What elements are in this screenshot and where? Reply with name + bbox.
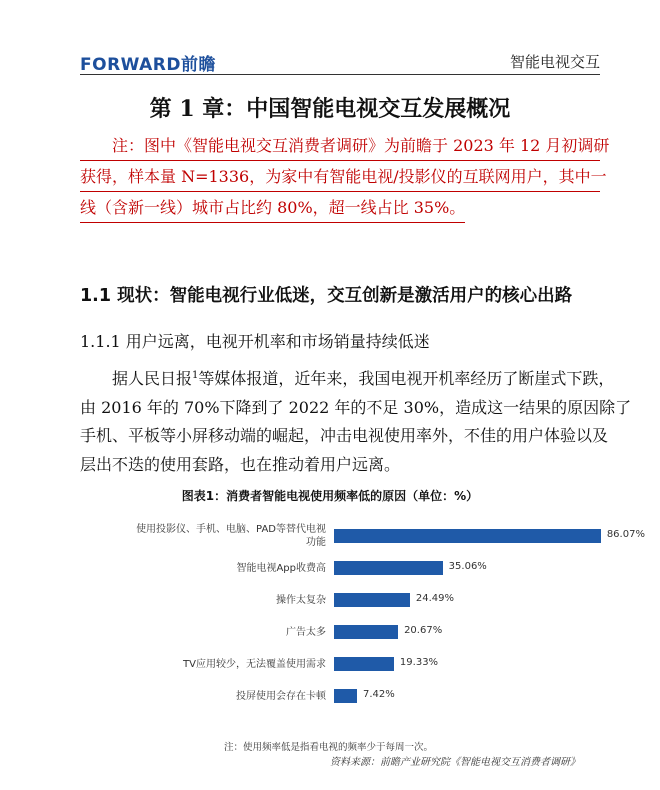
chart-value-label: 7.42% — [363, 689, 395, 700]
chart-bar — [334, 657, 394, 671]
chart-category-line: 智能电视App收费高 — [236, 562, 326, 574]
chart-category-label — [108, 626, 326, 639]
chart-title: 图表1：消费者智能电视使用频率低的原因（单位：%） — [181, 489, 479, 503]
chart-value-label: 35.06% — [448, 561, 487, 572]
section-heading-1-1: 1.1 现状：智能电视行业低迷，交互创新是激活用户的核心出路 — [80, 286, 573, 306]
paragraph-line-4: 层出不迭的使用套路，也在推动着用户远离。 — [80, 454, 401, 474]
footnote-ref: 1 — [192, 370, 199, 381]
section-heading-1-1-1: 1.1.1 用户远离，电视开机率和市场销量持续低迷 — [80, 332, 430, 351]
note-line-2: 获得，样本量 N=1336，为家中有智能电视/投影仪的互联网用户，其中一 — [80, 161, 600, 192]
chart-category-line: 操作太复杂 — [276, 594, 326, 606]
chart-category-line: TV应用较少，无法覆盖使用需求 — [183, 658, 326, 670]
paragraph-line-1 — [80, 362, 615, 394]
chart-footnote: 注：使用频率低是指看电视的频率少于每周一次。 — [224, 742, 434, 753]
bar-chart — [108, 510, 645, 735]
chart-category-line: 使用投影仪、手机、电脑、PAD等替代电视 — [136, 524, 326, 535]
paragraph-line-1-pre: 据人民日报 — [112, 369, 193, 388]
note-line-3: 线（含新一线）城市占比约 80%，超一线占比 35%。 — [80, 192, 465, 223]
chart-category-line: 广告太多 — [286, 626, 326, 638]
chart-bar — [334, 593, 410, 607]
note-line-1: 注：图中《智能电视交互消费者调研》为前瞻于 2023 年 12 月初调研 — [80, 130, 600, 161]
chart-category-label — [108, 690, 326, 703]
chart-value-label: 86.07% — [606, 529, 645, 540]
chart-value-label: 24.49% — [415, 593, 455, 604]
survey-note — [80, 130, 610, 223]
chart-source: 资料来源：前瞻产业研究院《智能电视交互消费者调研》 — [330, 757, 580, 768]
chart-category-line: 功能 — [306, 537, 326, 548]
chart-category-line: 投屏使用会存在卡顿 — [236, 690, 326, 702]
chart-category-label — [108, 523, 326, 549]
paragraph-line-2: 由 2016 年的 70%下降到了 2022 年的不足 30%，造成这一结果的原因除了 — [80, 397, 632, 417]
chart-bar — [334, 561, 443, 575]
forward-logo: FORWARD前瞻 — [80, 55, 217, 75]
body-paragraph — [80, 362, 632, 479]
chart-value-label: 19.33% — [399, 657, 439, 668]
paragraph-line-3: 手机、平板等小屏移动端的崛起，冲击电视使用率外，不佳的用户体验以及 — [80, 426, 609, 445]
chart-bar — [334, 689, 357, 703]
header-divider — [80, 74, 600, 75]
chart-category-label — [108, 594, 326, 607]
chart-category-label — [108, 562, 326, 575]
chart-bar — [334, 529, 601, 543]
header-title: 智能电视交互 — [509, 53, 600, 71]
page-header — [80, 0, 600, 78]
chart-value-label: 20.67% — [404, 625, 443, 636]
paragraph-line-1-post: 等媒体报道，近年来，我国电视开机率经历了断崖式下跌， — [198, 369, 615, 388]
chart-category-label — [108, 658, 326, 671]
chart-bar — [334, 625, 398, 639]
chapter-title: 第 1 章：中国智能电视交互发展概况 — [149, 96, 511, 122]
